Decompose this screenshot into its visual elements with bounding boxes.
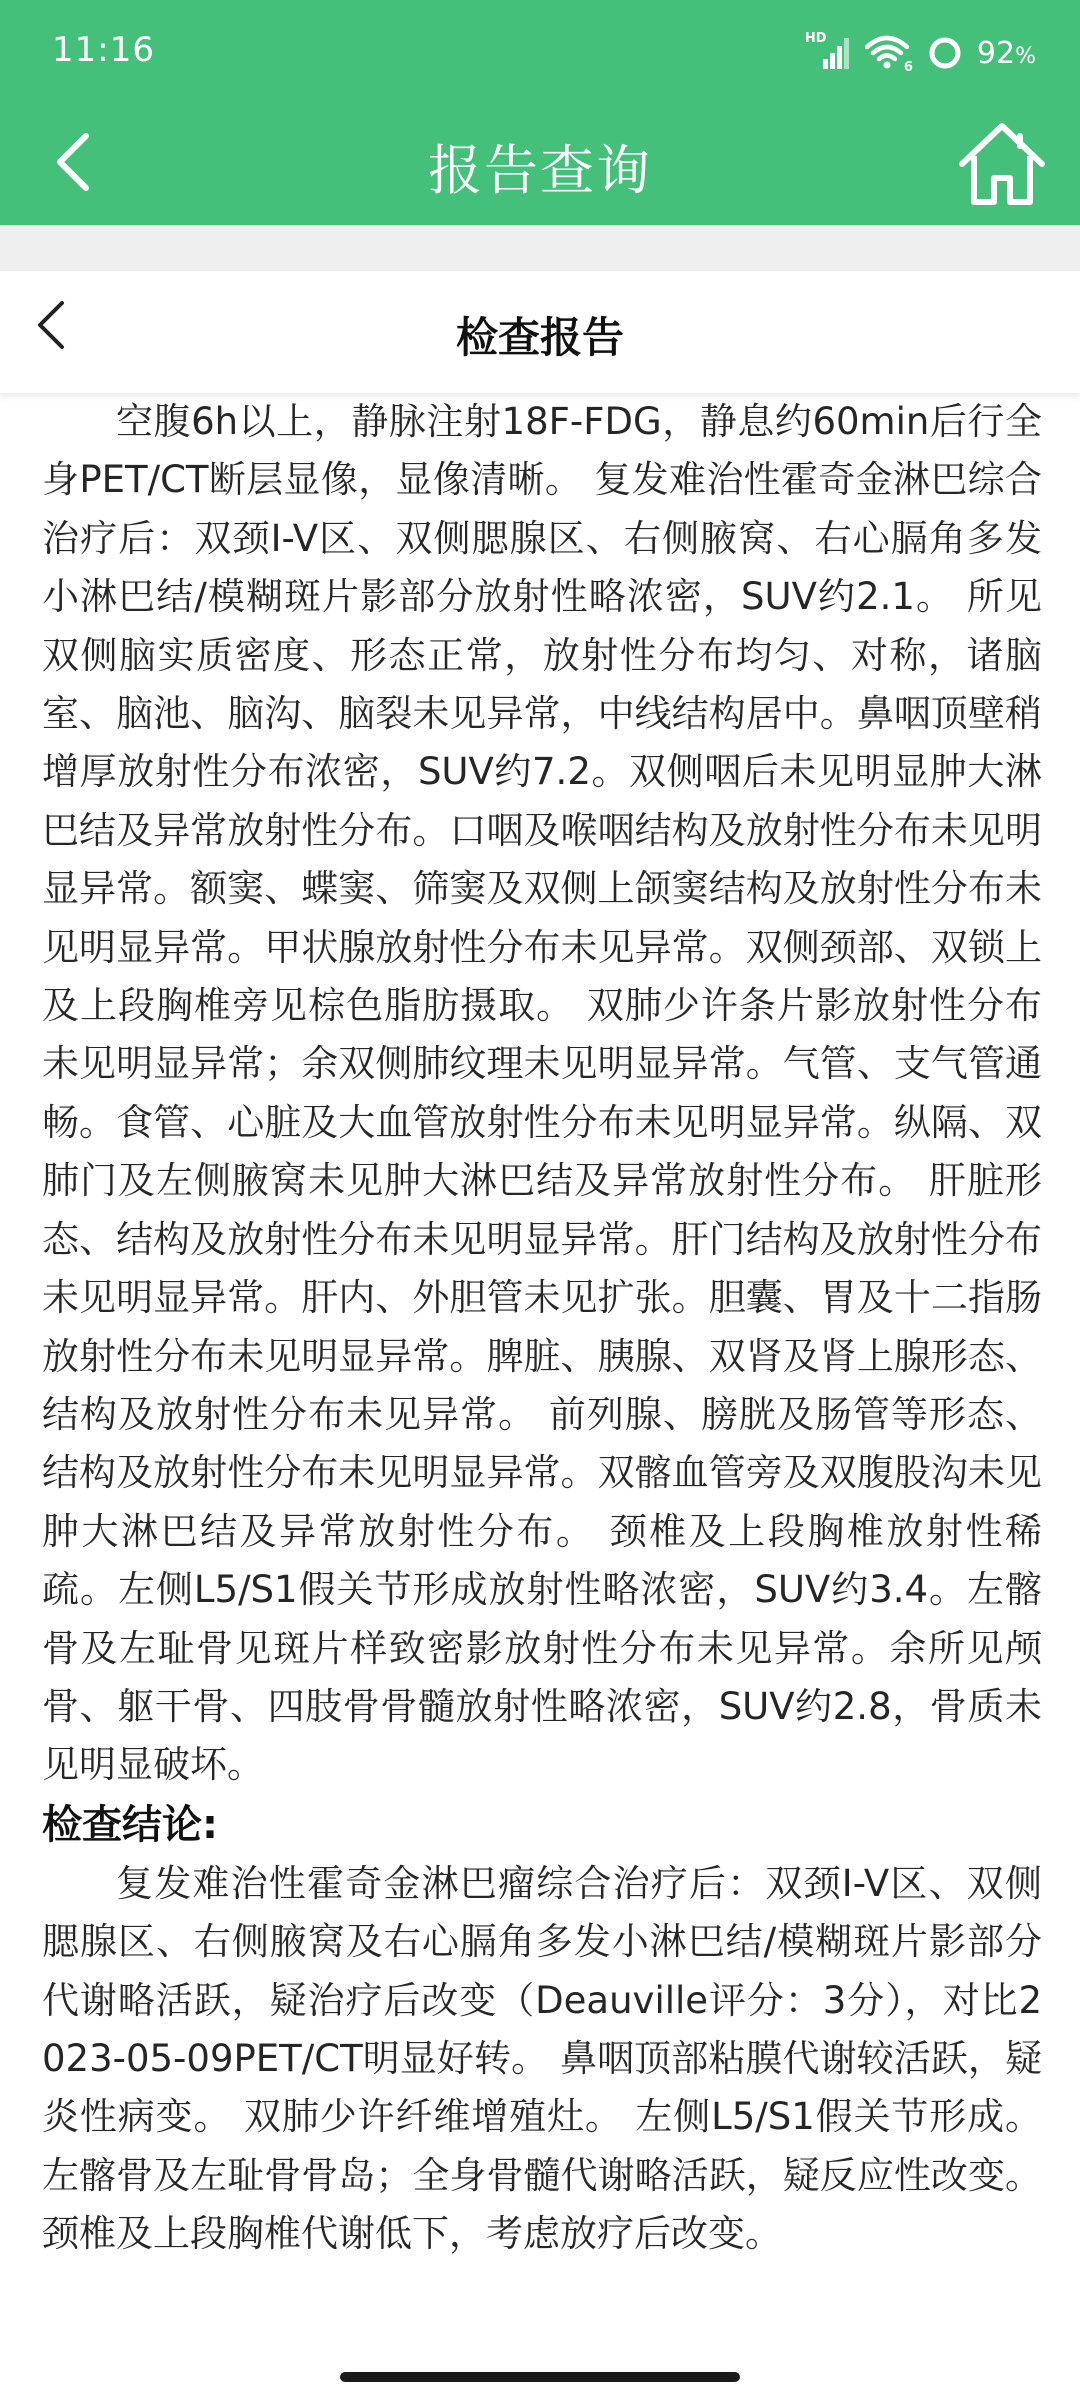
signal-icon bbox=[804, 31, 851, 71]
report-conclusion: 复发难治性霍奇金淋巴瘤综合治疗后：双颈I-V区、双侧腮腺区、右侧腋窝及右心膈角多发小淋巴结/模糊斑片影部分代谢略活跃，疑治疗后改变（Deauville评分：3分），对比2023-05-09PET/CT明显好转。 鼻咽顶部粘膜代谢较活跃，疑炎性病变。 双肺少许纤维增殖灶。 左侧L5/S1假关节形成。左髂骨及左耻骨骨岛；全身骨髓代谢略活跃，疑反应性改变。 颈椎及上段胸椎代谢低下，考虑放疗后改变。 bbox=[42, 1861, 1042, 2256]
nav-bar bbox=[0, 100, 1080, 225]
home-icon bbox=[954, 116, 1050, 212]
home-indicator[interactable] bbox=[340, 2372, 740, 2382]
app-header bbox=[0, 0, 1080, 225]
battery-percent: 92 % bbox=[976, 35, 1036, 71]
report-header bbox=[0, 271, 1080, 393]
report-title: 检查报告 bbox=[455, 313, 624, 362]
battery-icon bbox=[927, 35, 963, 71]
report-findings: 空腹6h以上，静脉注射18F-FDG，静息约60min后行全身PET/CT断层显像，显像清晰。 复发难治性霍奇金淋巴综合治疗后：双颈I-V区、双侧腮腺区、右侧腋窝、右心膈角多发小淋巴结/模糊斑片影部分放射性略浓密，SUV约2.1。 所见双侧脑实质密度、形态正常，放射性分布均匀、对称，诸脑室、脑池、脑沟、脑裂未见异常，中线结构居中。鼻咽顶壁稍增厚放射性分布浓密，SUV约7.2。双侧咽后未见明显肿大淋巴结及异常放射性分布。口咽及喉咽结构及放射性分布未见明显异常。额窦、蝶窦、筛窦及双侧上颌窦结构及放射性分布未见明显异常。甲状腺放射性分布未见异常。双侧颈部、双锁上及上段胸椎旁见棕色脂肪摄取。 双肺少许条片影放射性分布未见明显异常；余双侧肺纹理未见明显异常。气管、支气管通畅。食管、心脏及大血管放射性分布未见明显异常。纵隔、双肺门及左侧腋窝未见肿大淋巴结及异常放射性分布。 肝脏形态、结构及放射性分布未见明显异常。肝门结构及放射性分布未见明显异常。肝内、外胆管未见扩张。胆囊、胃及十二指肠放射性分布未见明显异常。脾脏、胰腺、双肾及肾上腺形态、结构及放射性分布未见异常。 前列腺、膀胱及肠管等形态、结构及放射性分布未见明显异常。双髂血管旁及双腹股沟未见肿大淋巴结及异常放射性分布。 颈椎及上段胸椎放射性稀疏。左侧L5/S1假关节形成放射性略浓密，SUV约3.4。左髂骨及左耻骨见斑片样致密影放射性分布未见异常。余所见颅骨、躯干骨、四肢骨骨髓放射性略浓密，SUV约2.8，骨质未见明显破坏。 bbox=[42, 400, 1042, 1787]
status-bar bbox=[0, 0, 1080, 100]
wifi-icon bbox=[865, 35, 913, 75]
header-divider bbox=[0, 225, 1080, 271]
status-icons bbox=[805, 28, 1036, 78]
page-title: 报告查询 bbox=[428, 139, 652, 202]
wifi-label: 6 bbox=[903, 60, 913, 75]
status-time: 11:16 bbox=[52, 30, 155, 70]
conclusion-heading: 检查结论: bbox=[42, 1801, 218, 1848]
report-content[interactable] bbox=[42, 393, 1042, 2353]
home-button[interactable] bbox=[954, 116, 1050, 212]
network-label: HD bbox=[804, 31, 827, 46]
